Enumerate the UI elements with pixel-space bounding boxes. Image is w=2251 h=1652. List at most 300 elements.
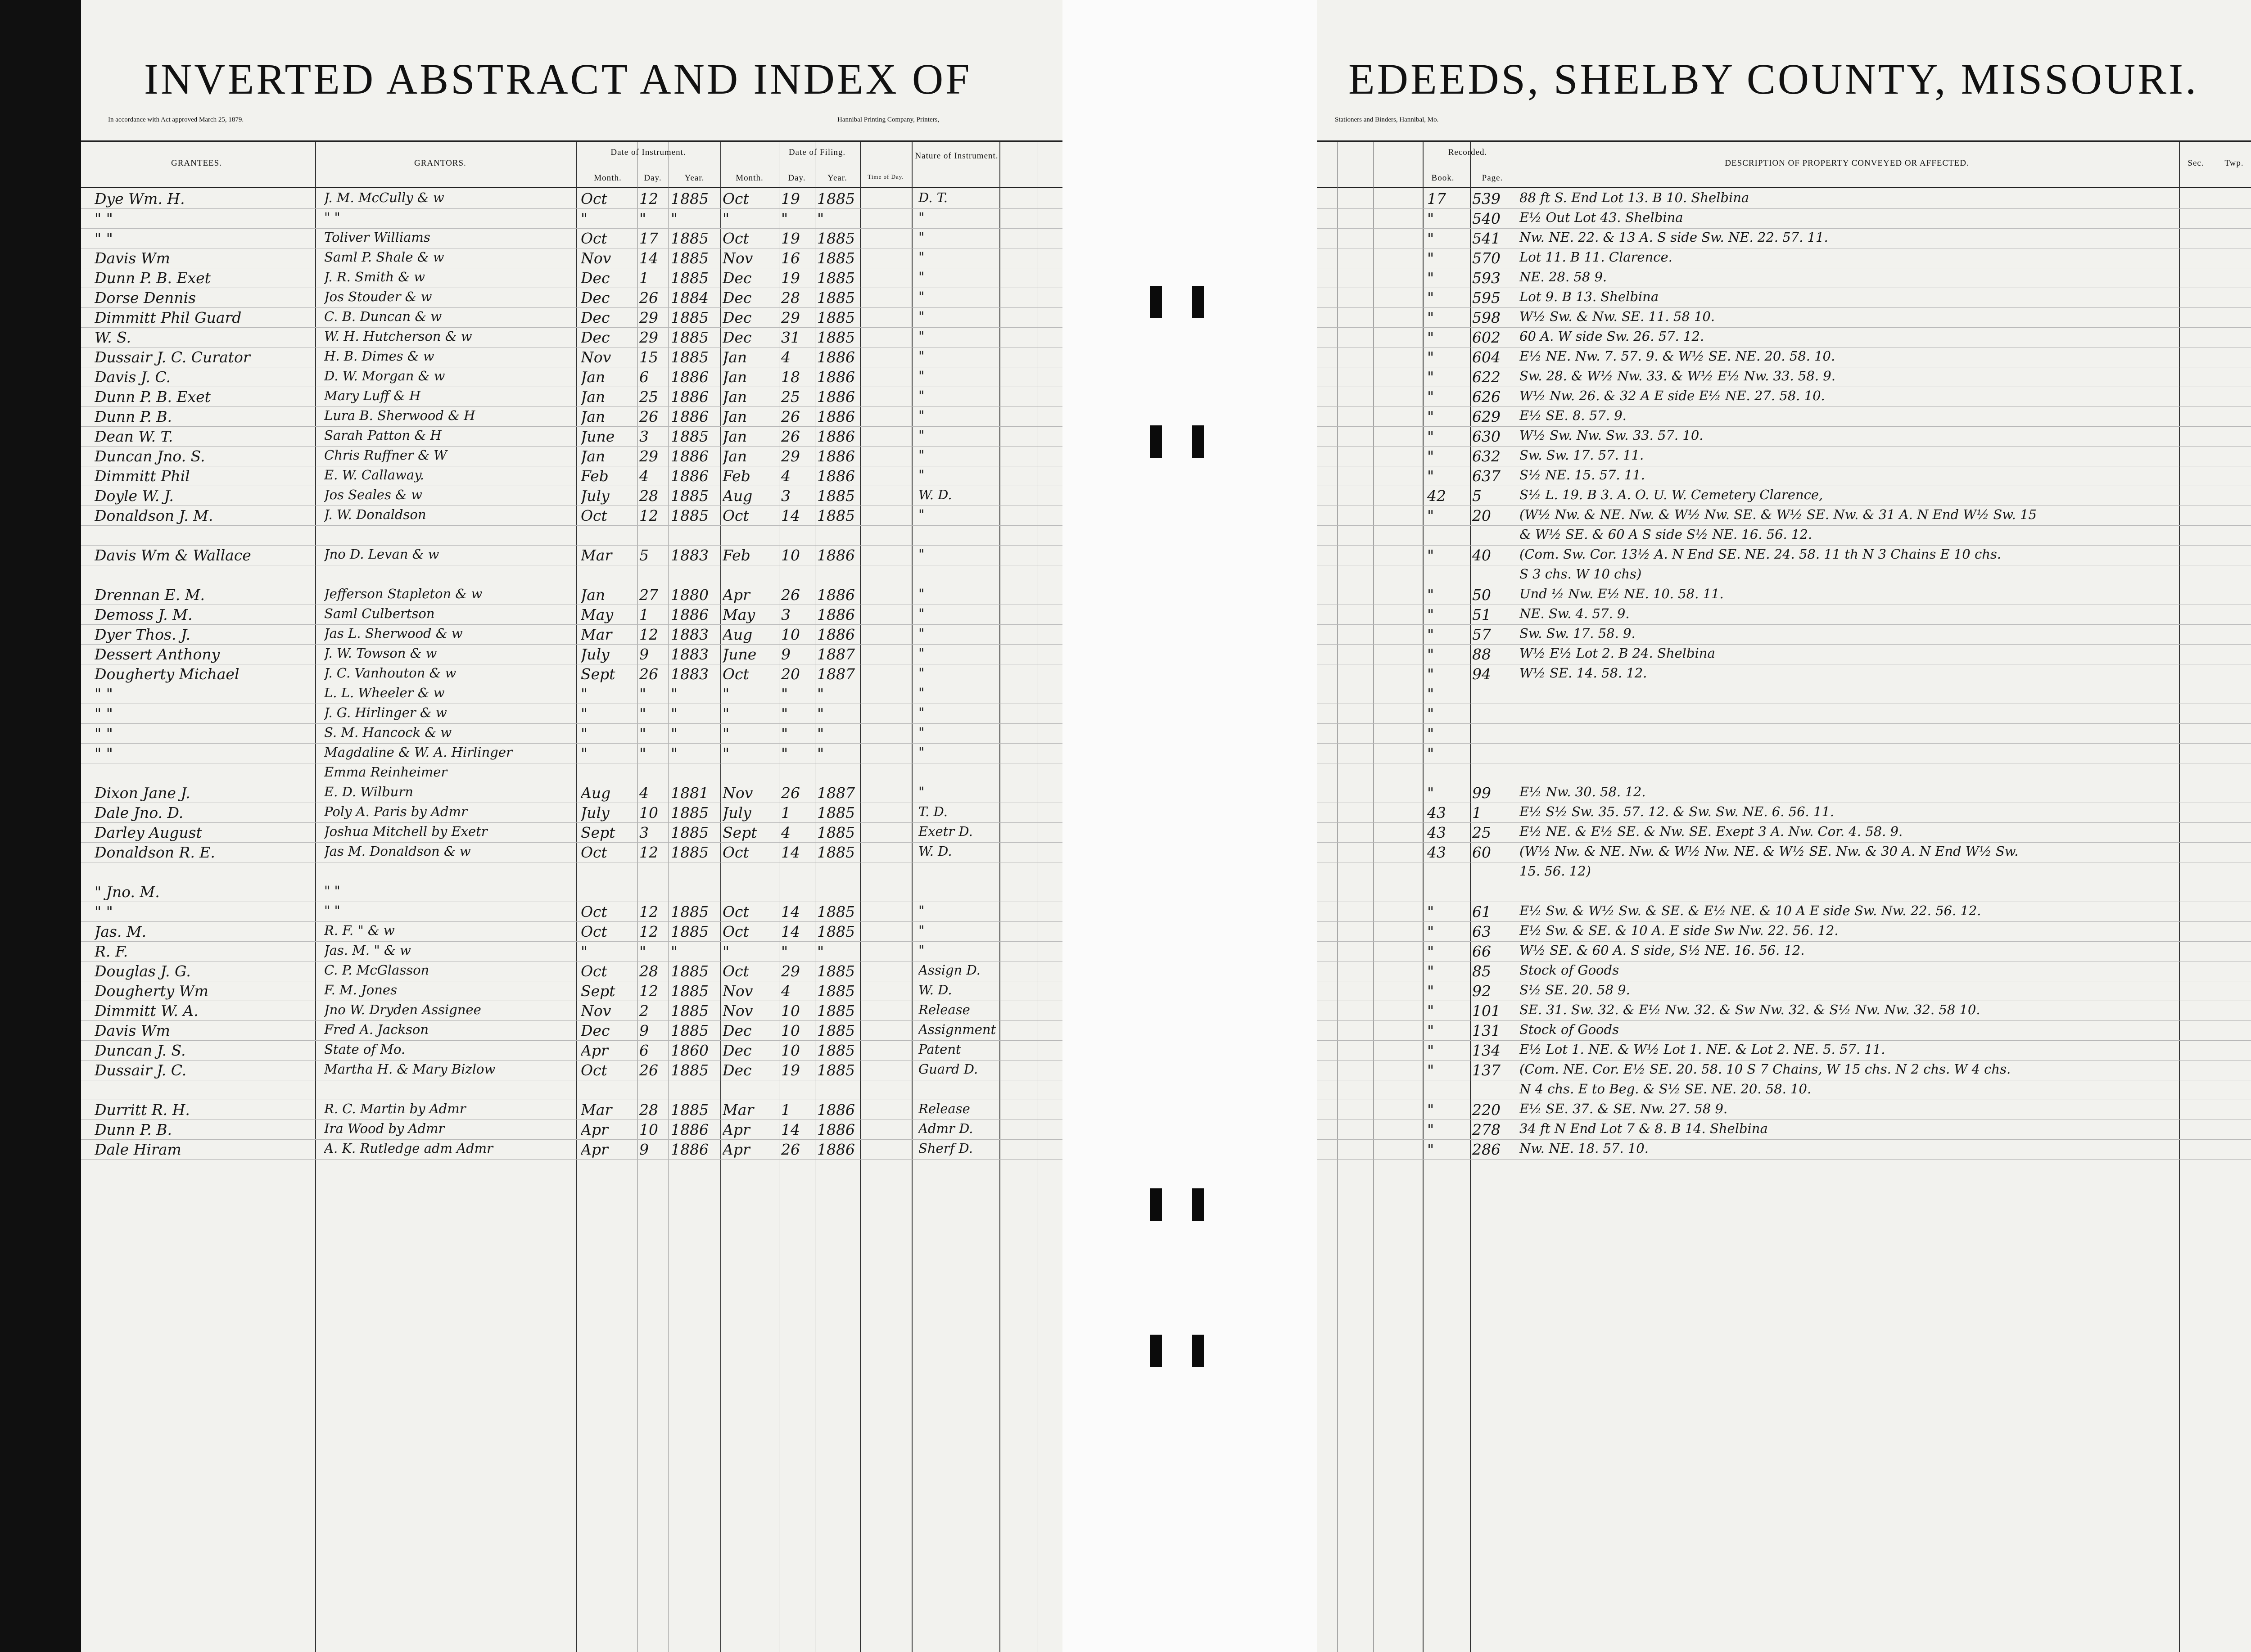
filing-year-cell: 1886 xyxy=(817,606,855,623)
instrument-day-cell: 12 xyxy=(639,190,658,208)
filing-year-cell: 1886 xyxy=(817,546,855,564)
ledger-row xyxy=(1317,546,2251,565)
description-cell: E½ Out Lot 43. Shelbina xyxy=(1519,210,1683,225)
ledger-row xyxy=(81,328,1062,348)
filing-year-cell: 1886 xyxy=(817,1121,855,1138)
ledger-row xyxy=(1317,961,2251,981)
nature-cell: " xyxy=(918,546,925,562)
description-cell: Lot 11. B 11. Clarence. xyxy=(1519,249,1672,265)
book-cell: " xyxy=(1427,923,1434,940)
page-cell: 99 xyxy=(1472,784,1491,802)
ledger-row xyxy=(1317,248,2251,268)
ledger-row xyxy=(81,882,1062,902)
filing-day-cell: 16 xyxy=(781,249,800,267)
description-cell: W½ E½ Lot 2. B 24. Shelbina xyxy=(1519,645,1715,661)
instrument-day-cell: " xyxy=(639,210,646,227)
grantee-cell: Dye Wm. H. xyxy=(95,190,185,208)
nature-cell: Patent xyxy=(918,1042,961,1057)
grantor-cell: J. M. McCully & w xyxy=(324,190,444,205)
instrument-month-cell: Apr xyxy=(581,1042,608,1059)
grantor-cell: Jno D. Levan & w xyxy=(324,546,439,562)
nature-cell: W. D. xyxy=(918,982,952,998)
instrument-year-cell: 1885 xyxy=(671,903,709,921)
ledger-row xyxy=(81,902,1062,922)
ledger-row xyxy=(81,447,1062,466)
filing-year-cell: 1885 xyxy=(817,824,855,841)
ledger-row xyxy=(1317,268,2251,288)
header-description: DESCRIPTION OF PROPERTY CONVEYED OR AFFECTED. xyxy=(1725,158,1969,168)
ledger-row xyxy=(81,664,1062,684)
filing-month-cell: " xyxy=(723,210,730,227)
grantor-cell: Jos Seales & w xyxy=(324,487,422,502)
filing-year-cell: 1887 xyxy=(817,645,855,663)
nature-cell: " xyxy=(918,705,925,720)
grantee-cell: Darley August xyxy=(95,824,202,841)
instrument-year-cell: 1881 xyxy=(671,784,709,802)
nature-cell: " xyxy=(918,626,925,641)
book-cell: " xyxy=(1427,546,1434,564)
instrument-month-cell: " xyxy=(581,943,588,960)
grantee-cell: Dessert Anthony xyxy=(95,645,220,663)
instrument-day-cell: " xyxy=(639,725,646,742)
page-cell: 1 xyxy=(1472,804,1482,821)
filing-day-cell: 26 xyxy=(781,784,800,802)
nature-cell: W. D. xyxy=(918,487,952,502)
instrument-year-cell: 1885 xyxy=(671,230,709,247)
filing-month-cell: Dec xyxy=(723,269,752,287)
filing-day-cell: 18 xyxy=(781,368,800,386)
nature-cell: " xyxy=(918,507,925,522)
ledger-row xyxy=(81,506,1062,526)
description-cell: E½ SE. 37. & SE. Nw. 27. 58 9. xyxy=(1519,1101,1728,1116)
grantee-cell: Davis Wm xyxy=(95,1022,170,1039)
ledger-row xyxy=(1317,803,2251,823)
filing-day-cell: 3 xyxy=(781,487,791,505)
filing-day-cell: 14 xyxy=(781,923,800,940)
page-cell: 278 xyxy=(1472,1121,1501,1138)
grantee-cell: Dunn P. B. xyxy=(95,408,172,425)
ledger-row xyxy=(1317,565,2251,585)
description-cell: 15. 56. 12) xyxy=(1519,863,1591,879)
ledger-row xyxy=(81,367,1062,387)
binding-hole xyxy=(1192,286,1204,318)
ledger-row xyxy=(1317,902,2251,922)
ledger-row xyxy=(81,922,1062,942)
instrument-month-cell: Oct xyxy=(581,844,607,861)
instrument-day-cell: 3 xyxy=(639,824,649,841)
description-cell: S½ NE. 15. 57. 11. xyxy=(1519,467,1645,483)
instrument-month-cell: July xyxy=(581,804,610,821)
filing-year-cell: 1887 xyxy=(817,665,855,683)
description-cell: S½ L. 19. B 3. A. O. U. W. Cemetery Clarence, xyxy=(1519,487,1823,502)
filing-year-cell: 1886 xyxy=(817,586,855,604)
description-cell: W½ Sw. & Nw. SE. 11. 58 10. xyxy=(1519,309,1715,324)
right-entries xyxy=(1317,189,2251,1160)
grantee-cell: Duncan Jno. S. xyxy=(95,447,205,465)
filing-year-cell: 1885 xyxy=(817,507,855,524)
nature-cell: " xyxy=(918,725,925,740)
header-grantees: GRANTEES. xyxy=(171,158,222,168)
filing-day-cell: 19 xyxy=(781,1061,800,1079)
grantee-cell: Dunn P. B. xyxy=(95,1121,172,1138)
instrument-year-cell: " xyxy=(671,705,678,722)
filing-day-cell: 10 xyxy=(781,1042,800,1059)
instrument-year-cell: 1885 xyxy=(671,982,709,1000)
instrument-month-cell: Mar xyxy=(581,546,612,564)
instrument-day-cell: 26 xyxy=(639,1061,658,1079)
filing-month-cell: Apr xyxy=(723,1121,750,1138)
instrument-month-cell: July xyxy=(581,487,610,505)
page-cell: 539 xyxy=(1472,190,1501,208)
instrument-day-cell: 25 xyxy=(639,388,658,406)
filing-year-cell: 1885 xyxy=(817,190,855,208)
instrument-month-cell: Dec xyxy=(581,329,610,346)
instrument-month-cell: " xyxy=(581,705,588,722)
ledger-row xyxy=(81,565,1062,585)
grantee-cell: " " xyxy=(95,725,113,742)
instrument-month-cell: Apr xyxy=(581,1121,608,1138)
ledger-row xyxy=(81,1100,1062,1120)
page-cell: 540 xyxy=(1472,210,1501,227)
ledger-row xyxy=(1317,1120,2251,1140)
instrument-day-cell: 26 xyxy=(639,408,658,425)
grantee-cell: " " xyxy=(95,685,113,703)
binding-hole xyxy=(1150,286,1162,318)
instrument-month-cell: Oct xyxy=(581,190,607,208)
header-date-filing: Date of Filing. xyxy=(788,148,846,157)
ledger-row xyxy=(1317,981,2251,1001)
filing-year-cell: 1886 xyxy=(817,408,855,425)
description-cell: Lot 9. B 13. Shelbina xyxy=(1519,289,1659,304)
instrument-month-cell: Oct xyxy=(581,962,607,980)
instrument-day-cell: 29 xyxy=(639,447,658,465)
description-cell: Nw. NE. 18. 57. 10. xyxy=(1519,1141,1649,1156)
ledger-row xyxy=(81,843,1062,862)
filing-day-cell: 29 xyxy=(781,962,800,980)
nature-cell: " xyxy=(918,586,925,601)
instrument-month-cell: Jan xyxy=(581,368,606,386)
description-cell: W½ SE. 14. 58. 12. xyxy=(1519,665,1647,681)
filing-year-cell: 1885 xyxy=(817,329,855,346)
filing-day-cell: 14 xyxy=(781,903,800,921)
book-cell: 43 xyxy=(1427,804,1446,821)
filing-month-cell: Feb xyxy=(723,546,750,564)
grantee-cell: Demoss J. M. xyxy=(95,606,193,623)
grantor-cell: Fred A. Jackson xyxy=(324,1022,429,1037)
ledger-row xyxy=(81,724,1062,744)
page-cell: 286 xyxy=(1472,1141,1501,1158)
grantee-cell: Jas. M. xyxy=(95,923,147,940)
instrument-month-cell: Nov xyxy=(581,348,611,366)
grantor-cell: L. L. Wheeler & w xyxy=(324,685,445,700)
book-cell: " xyxy=(1427,210,1434,227)
instrument-day-cell: 14 xyxy=(639,249,658,267)
book-cell: " xyxy=(1427,665,1434,683)
nature-cell: T. D. xyxy=(918,804,948,819)
description-cell: Sw. Sw. 17. 58. 9. xyxy=(1519,626,1636,641)
filing-day-cell: " xyxy=(781,705,788,722)
instrument-month-cell: Nov xyxy=(581,1002,611,1020)
filing-month-cell: Nov xyxy=(723,982,753,1000)
ledger-row xyxy=(81,585,1062,605)
instrument-day-cell: 12 xyxy=(639,982,658,1000)
filing-month-cell: Jan xyxy=(723,428,747,445)
ledger-row xyxy=(81,684,1062,704)
ledger-row xyxy=(81,961,1062,981)
header-nature: Nature of Instrument. xyxy=(915,151,999,161)
page-cell: 5 xyxy=(1472,487,1482,505)
filing-month-cell: June xyxy=(723,645,757,663)
ledger-row xyxy=(81,427,1062,447)
description-cell: N 4 chs. E to Beg. & S½ SE. NE. 20. 58. 10. xyxy=(1519,1081,1812,1097)
instrument-month-cell: Sept xyxy=(581,824,615,841)
ledger-row xyxy=(1317,684,2251,704)
description-cell: E½ Sw. & SE. & 10 A. E side Sw Nw. 22. 56. 12. xyxy=(1519,923,1839,938)
ledger-row xyxy=(1317,704,2251,724)
filing-month-cell: " xyxy=(723,943,730,960)
instrument-year-cell: 1885 xyxy=(671,962,709,980)
book-cell: " xyxy=(1427,1121,1434,1138)
grantee-cell: Dyer Thos. J. xyxy=(95,626,191,643)
filing-day-cell: " xyxy=(781,745,788,762)
book-cell: " xyxy=(1427,1022,1434,1039)
page-cell: 25 xyxy=(1472,824,1491,841)
filing-day-cell: 10 xyxy=(781,1002,800,1020)
ledger-row xyxy=(1317,744,2251,763)
filing-month-cell: Sept xyxy=(723,824,757,841)
filing-day-cell: 3 xyxy=(781,606,791,623)
instrument-day-cell: 5 xyxy=(639,546,649,564)
grantor-cell: " " xyxy=(324,883,340,898)
instrument-month-cell: " xyxy=(581,210,588,227)
page-cell: 598 xyxy=(1472,309,1501,326)
description-cell: E½ Nw. 30. 58. 12. xyxy=(1519,784,1646,799)
filing-month-cell: Oct xyxy=(723,190,749,208)
instrument-day-cell: 10 xyxy=(639,804,658,821)
description-cell: (Com. Sw. Cor. 13½ A. N End SE. NE. 24. 58. 11 th N 3 Chains E 10 chs. xyxy=(1519,546,2001,562)
description-cell: Nw. NE. 22. & 13 A. S side Sw. NE. 22. 57. 11. xyxy=(1519,230,1828,245)
nature-cell: " xyxy=(918,388,925,403)
ledger-row xyxy=(1317,1001,2251,1021)
ledger-row xyxy=(1317,625,2251,645)
filing-month-cell: Dec xyxy=(723,1022,752,1039)
grantor-cell: Lura B. Sherwood & H xyxy=(324,408,475,423)
book-cell: " xyxy=(1427,289,1434,307)
filing-day-cell: 14 xyxy=(781,1121,800,1138)
filing-year-cell: " xyxy=(817,725,824,742)
header-sec: Sec. xyxy=(2188,158,2204,168)
nature-cell: " xyxy=(918,230,925,245)
book-cell: " xyxy=(1427,1042,1434,1059)
nature-cell: Exetr D. xyxy=(918,824,973,839)
nature-cell: W. D. xyxy=(918,844,952,859)
grantor-cell: F. M. Jones xyxy=(324,982,397,998)
ledger-row xyxy=(81,783,1062,803)
ledger-row xyxy=(1317,823,2251,843)
header-grantors: GRANTORS. xyxy=(414,158,466,168)
grantor-cell: State of Mo. xyxy=(324,1042,406,1057)
page-cell: 51 xyxy=(1472,606,1491,623)
grantee-cell: Dunn P. B. Exet xyxy=(95,269,211,287)
ledger-row xyxy=(1317,882,2251,902)
filing-year-cell: 1885 xyxy=(817,1042,855,1059)
ledger-row xyxy=(1317,783,2251,803)
instrument-year-cell: 1885 xyxy=(671,269,709,287)
header-page: Page. xyxy=(1482,173,1503,183)
ledger-row xyxy=(81,942,1062,961)
instrument-day-cell: 1 xyxy=(639,606,649,623)
instrument-day-cell: 28 xyxy=(639,487,658,505)
grantor-cell: Jas M. Donaldson & w xyxy=(324,844,471,859)
grantee-cell: Dougherty Wm xyxy=(95,982,208,1000)
grantee-cell: " " xyxy=(95,230,113,247)
instrument-year-cell: 1883 xyxy=(671,645,709,663)
filing-year-cell: 1886 xyxy=(817,447,855,465)
grantor-cell: R. F. " & w xyxy=(324,923,395,938)
page-cell: 137 xyxy=(1472,1061,1501,1079)
description-cell: 34 ft N End Lot 7 & 8. B 14. Shelbina xyxy=(1519,1121,1768,1136)
description-cell: SE. 31. Sw. 32. & E½ Nw. 32. & Sw Nw. 32. & S½ Nw. Nw. 32. 58 10. xyxy=(1519,1002,1980,1017)
nature-cell: " xyxy=(918,447,925,463)
instrument-month-cell: Mar xyxy=(581,626,612,643)
filing-month-cell: Jan xyxy=(723,408,747,425)
nature-cell: " xyxy=(918,943,925,958)
ledger-row xyxy=(1317,763,2251,783)
instrument-year-cell: 1885 xyxy=(671,249,709,267)
grantor-cell: " " xyxy=(324,210,340,225)
ledger-row xyxy=(1317,288,2251,308)
header-twp: Twp. xyxy=(2224,158,2244,168)
instrument-month-cell: Sept xyxy=(581,665,615,683)
filing-year-cell: " xyxy=(817,705,824,722)
nature-cell: " xyxy=(918,467,925,483)
book-cell: " xyxy=(1427,230,1434,247)
filing-year-cell: 1886 xyxy=(817,348,855,366)
page-cell: 40 xyxy=(1472,546,1491,564)
filing-year-cell: " xyxy=(817,210,824,227)
filing-month-cell: Dec xyxy=(723,1042,752,1059)
ledger-row xyxy=(1317,664,2251,684)
ledger-row xyxy=(81,466,1062,486)
grantee-cell: Dixon Jane J. xyxy=(95,784,190,802)
ledger-row xyxy=(81,625,1062,645)
grantor-cell: Magdaline & W. A. Hirlinger xyxy=(324,745,512,760)
instrument-year-cell: 1886 xyxy=(671,368,709,386)
header-day: Day. xyxy=(788,173,806,183)
instrument-year-cell: 1885 xyxy=(671,824,709,841)
book-cell: " xyxy=(1427,1002,1434,1020)
grantee-cell: Dimmitt Phil Guard xyxy=(95,309,242,326)
description-cell: & W½ SE. & 60 A S side S½ NE. 16. 56. 12. xyxy=(1519,527,1813,542)
book-cell: " xyxy=(1427,645,1434,663)
instrument-day-cell: 17 xyxy=(639,230,658,247)
right-page-title: EDEEDS, SHELBY COUNTY, MISSOURI. xyxy=(1348,55,2199,103)
instrument-day-cell: 6 xyxy=(639,368,649,386)
ledger-row xyxy=(1317,348,2251,367)
grantor-cell: Chris Ruffner & W xyxy=(324,447,447,463)
grantee-cell: W. S. xyxy=(95,329,131,346)
page-cell: 92 xyxy=(1472,982,1491,1000)
description-cell: Sw. Sw. 17. 57. 11. xyxy=(1519,447,1644,463)
filing-year-cell: 1885 xyxy=(817,1002,855,1020)
filing-year-cell: 1885 xyxy=(817,962,855,980)
instrument-year-cell: 1886 xyxy=(671,388,709,406)
filing-year-cell: " xyxy=(817,745,824,762)
nature-cell: Sherf D. xyxy=(918,1141,973,1156)
instrument-year-cell: " xyxy=(671,943,678,960)
instrument-day-cell: 26 xyxy=(639,289,658,307)
page-cell: 629 xyxy=(1472,408,1501,425)
left-entries xyxy=(81,189,1062,1160)
instrument-day-cell: " xyxy=(639,685,646,703)
instrument-year-cell: 1885 xyxy=(671,348,709,366)
filing-month-cell: " xyxy=(723,705,730,722)
description-cell: W½ Sw. Nw. Sw. 33. 57. 10. xyxy=(1519,428,1704,443)
filing-day-cell: 4 xyxy=(781,824,791,841)
ledger-row xyxy=(81,862,1062,882)
instrument-year-cell: 1885 xyxy=(671,844,709,861)
grantor-cell: Emma Reinheimer xyxy=(324,764,447,780)
instrument-month-cell: Oct xyxy=(581,507,607,524)
instrument-year-cell: 1886 xyxy=(671,467,709,485)
ledger-row xyxy=(81,209,1062,229)
instrument-day-cell: 12 xyxy=(639,507,658,524)
description-cell: E½ S½ Sw. 35. 57. 12. & Sw. Sw. NE. 6. 56. 11. xyxy=(1519,804,1835,819)
instrument-year-cell: 1885 xyxy=(671,923,709,940)
grantor-cell: Sarah Patton & H xyxy=(324,428,442,443)
ledger-row xyxy=(81,248,1062,268)
nature-cell: " xyxy=(918,923,925,938)
grantor-cell: Martha H. & Mary Bizlow xyxy=(324,1061,496,1077)
ledger-row xyxy=(1317,1140,2251,1160)
page-cell: 66 xyxy=(1472,943,1491,960)
nature-cell: " xyxy=(918,309,925,324)
ledger-row xyxy=(1317,308,2251,328)
filing-day-cell: 26 xyxy=(781,586,800,604)
act-note: In accordance with Act approved March 25, 1879. xyxy=(108,116,244,123)
book-cell: 17 xyxy=(1427,190,1446,208)
ledger-row xyxy=(1317,466,2251,486)
ledger-row xyxy=(1317,1100,2251,1120)
book-cell: " xyxy=(1427,1141,1434,1158)
ledger-row xyxy=(1317,486,2251,506)
instrument-day-cell: 4 xyxy=(639,467,649,485)
description-cell: S 3 chs. W 10 chs) xyxy=(1519,566,1642,582)
page-cell: 88 xyxy=(1472,645,1491,663)
ledger-row xyxy=(81,407,1062,427)
book-cell: " xyxy=(1427,467,1434,485)
ledger-row xyxy=(81,1021,1062,1041)
description-cell: (Com. NE. Cor. E½ SE. 20. 58. 10 S 7 Chains, W 15 chs. N 2 chs. W 4 chs. xyxy=(1519,1061,2011,1077)
ledger-row xyxy=(1317,367,2251,387)
instrument-day-cell: 6 xyxy=(639,1042,649,1059)
book-cell: " xyxy=(1427,606,1434,623)
filing-month-cell: Apr xyxy=(723,1141,750,1158)
filing-day-cell: " xyxy=(781,943,788,960)
filing-day-cell: 19 xyxy=(781,230,800,247)
filing-day-cell: 4 xyxy=(781,982,791,1000)
grantor-cell: Jno W. Dryden Assignee xyxy=(324,1002,481,1017)
instrument-month-cell: June xyxy=(581,428,615,445)
grantee-cell: " " xyxy=(95,903,113,921)
grantor-cell: Toliver Williams xyxy=(324,230,430,245)
filing-month-cell: Jan xyxy=(723,447,747,465)
grantee-cell: " " xyxy=(95,210,113,227)
filing-month-cell: Feb xyxy=(723,467,750,485)
ledger-row xyxy=(1317,407,2251,427)
book-cell: " xyxy=(1427,428,1434,445)
filing-year-cell: 1885 xyxy=(817,289,855,307)
